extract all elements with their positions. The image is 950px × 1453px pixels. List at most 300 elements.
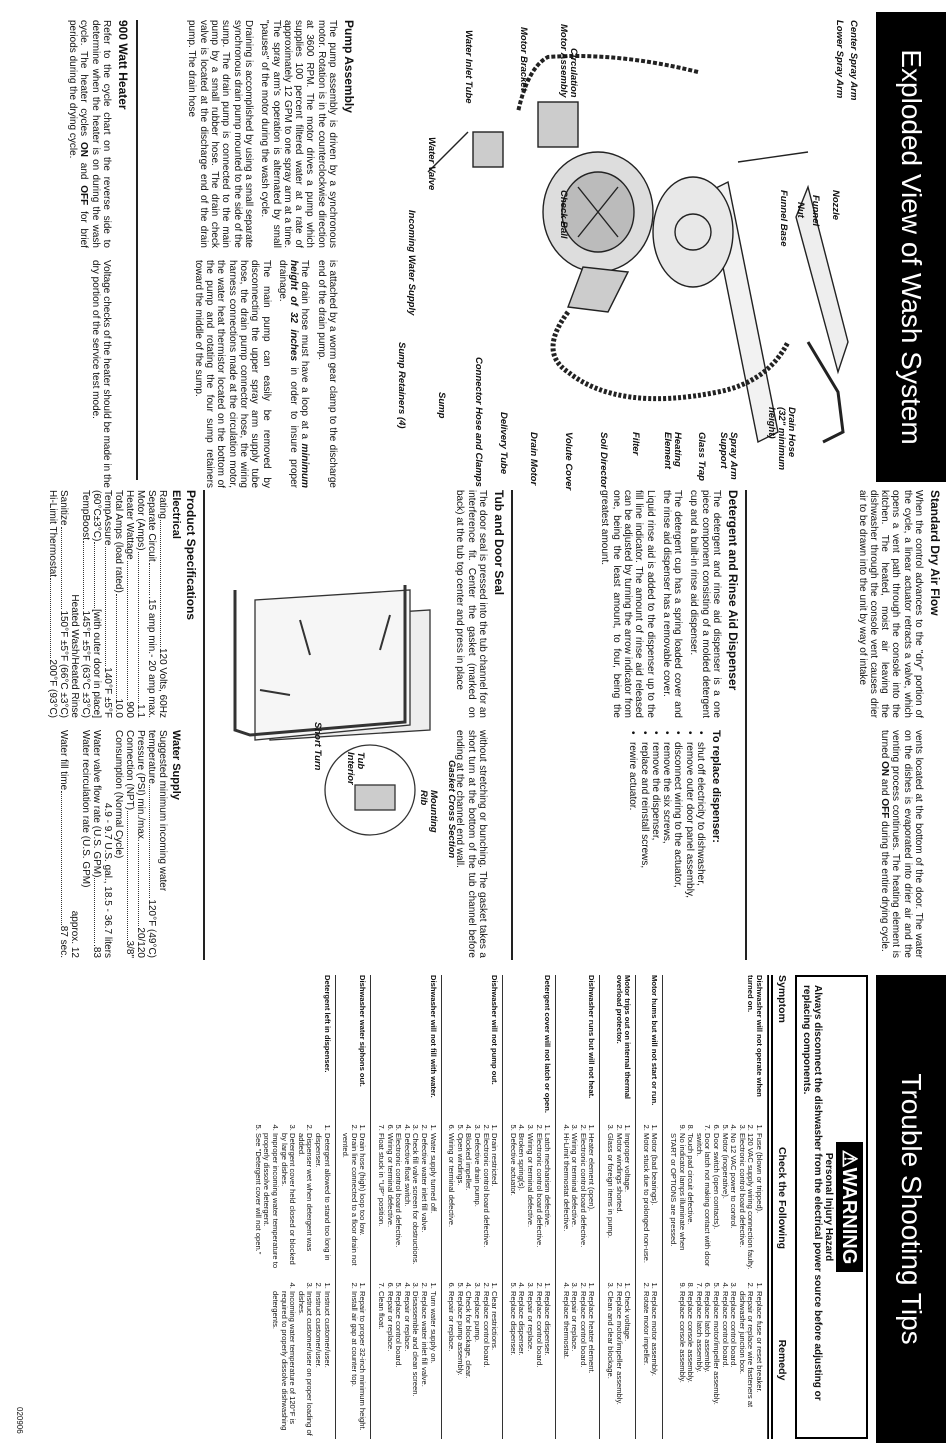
spec-label: Motor (Amps) <box>135 490 146 551</box>
header-check: Check the Following <box>776 1146 788 1250</box>
warning-triangle-icon: ⚠ <box>838 1149 860 1168</box>
dot-leader <box>127 811 135 940</box>
label-connector-hose: Connector Hose and Clamps <box>473 357 484 487</box>
list-item: 1. Drain hose (high) loop too low. <box>358 1133 367 1273</box>
list-item: 6. Wiring or terminal defective. <box>447 1133 456 1273</box>
label-heating-element: Heating Element <box>662 432 683 469</box>
dry-air-flow-heading: Standard Dry Air Flow <box>928 490 942 616</box>
list-item: 1. Replace motor assembly. <box>650 1291 659 1439</box>
list-item: 3. Repair or replace. <box>525 1291 534 1439</box>
label-lower-spray-arm: Lower Spray Arm <box>834 20 845 99</box>
label-sump-retainers: Sump Retainers (4) <box>396 342 407 429</box>
label-check-ball: Check Ball <box>558 190 569 239</box>
spec-label: Water recirculation rate (U.S. GPM) <box>80 730 91 888</box>
spec-label: Consumption (Normal Cycle) <box>113 730 124 859</box>
list-item: 2. Motor stuck due to prolonged non-use. <box>641 1133 650 1273</box>
list-item: 5. Replace motor/impeller assembly. <box>711 1291 720 1439</box>
list-item: 1. Fuse (blown or tripped). <box>754 1133 763 1273</box>
header-divider <box>768 975 773 1439</box>
remedy-list <box>606 1281 632 1439</box>
spec-value: [with outer door in place] <box>91 609 102 718</box>
table-row <box>556 975 600 1439</box>
spec-label: Suggested minimum incoming water <box>157 730 168 892</box>
list-item: 5. Replace dispenser. <box>508 1291 517 1439</box>
spec-row <box>113 490 124 718</box>
detergent-paragraph: The detergent and rinse aid dispenser is a one piece component consisting of a molded detergent cup and a built-in rinse aid dispenser. <box>688 490 722 718</box>
list-item: 1. Turn water supply on. <box>428 1291 437 1439</box>
spec-row <box>157 490 168 718</box>
gasket-figure <box>220 490 457 960</box>
spec-label: Rating <box>157 490 168 519</box>
label-volute-cover: Volute Cover <box>563 432 574 491</box>
list-item: 2. Install air gap at counter top. <box>349 1291 358 1439</box>
detergent-paragraph: Liquid rinse aid is added to the dispenser up to the fill line indicator. The amount of rinse aid released can be adjusted by turning the arrow indicator from one, being the least amount, to four, being the greatest amount. <box>599 490 656 718</box>
symptom-cell: Dishwasher will not operate when turned on. <box>746 975 764 1097</box>
table-row <box>248 975 335 1439</box>
spec-row <box>113 730 124 958</box>
pump-paragraph: The pump assembly is driven by a synchronous motor. Rotation is in the counterclockwise direction at 3600 RPM. The motor drives a pump which supplies 100 percent filtered water at a rate of approximately 12 GPM to one spray arm at a time. The spray arm's operation is alternated by small "pauses" of the motor during the wash cycle. <box>259 20 338 248</box>
remedy-list <box>271 1281 331 1439</box>
list-item: • remove the six screws, <box>661 742 672 958</box>
list-item: 2. Electronic control board defective. <box>578 1133 587 1273</box>
divider <box>136 20 138 480</box>
list-item: • rewire actuator. <box>627 742 638 958</box>
detergent-col-1 <box>594 490 722 718</box>
dot-leader <box>61 527 69 610</box>
spec-label: (60°C±3°C) <box>91 490 102 542</box>
spec-value: 140°F ±5°F <box>102 667 113 718</box>
spec-row <box>47 490 58 718</box>
remedy-cell <box>447 1281 499 1439</box>
dot-leader <box>138 843 146 927</box>
table-row <box>503 975 556 1439</box>
list-item: 3. Defective drain pump. <box>472 1133 481 1273</box>
list-item: 4. Replace thermostat. <box>561 1291 570 1439</box>
list-item: 2. Rotate motor impeller. <box>641 1291 650 1439</box>
spec-row <box>124 730 135 958</box>
pump-paragraph: The drain hose must have a loop at a minimum height of 32 inches in order to insure proper drainage. <box>276 260 311 488</box>
label-motor-bracket: Motor Bracket <box>518 27 529 91</box>
list-item: 2. Defective water inlet fill valve. <box>419 1133 428 1273</box>
list-item: 1. Clear restrictions. <box>490 1291 499 1439</box>
list-item: 1. Replace fuse or reset breaker. <box>754 1291 763 1439</box>
list-item: 3. Wiring or terminal defective. <box>525 1133 534 1273</box>
dot-leader <box>160 520 168 647</box>
tub-paragraph: The door seal is pressed into the tub channel for an interference fit. Center the gasket (marked on back) at the tub top center and press in place <box>454 490 488 718</box>
label-incoming-water-supply: Incoming Water Supply <box>406 210 417 316</box>
spec-value: Heated Wash/Heated Rinse <box>69 594 80 718</box>
list-item: 3. Wiring or terminal defective. <box>570 1133 579 1273</box>
table-row <box>663 975 768 1439</box>
check-cell <box>606 1123 632 1281</box>
dot-leader <box>83 541 91 609</box>
spec-value: .83 <box>91 944 102 958</box>
detergent-section <box>599 490 740 960</box>
list-item: 2. Instruct customer/user. <box>313 1291 322 1439</box>
remedy-list <box>641 1281 658 1439</box>
list-item: 7. Door latch not making contact with door switch. <box>694 1133 711 1273</box>
label-filter: Filter <box>630 432 641 456</box>
list-item: 4. Blocked impeller. <box>464 1133 473 1273</box>
remedy-cell <box>606 1281 632 1439</box>
replace-dispenser-heading: To replace dispenser: <box>710 730 722 843</box>
remedy-cell <box>561 1281 595 1439</box>
list-item: 4. Replace dispenser. <box>517 1291 526 1439</box>
spec-value: .15 amp min.- 20 amp max. <box>146 596 157 718</box>
list-item: 6. Door switch (open contacts). <box>711 1133 720 1273</box>
list-item: 7. Replace latch assembly. <box>694 1291 703 1439</box>
list-item: 5. Open windings. <box>455 1133 464 1273</box>
warning-box <box>795 975 868 1439</box>
list-item: 6. Repair or replace. <box>385 1291 394 1439</box>
column-specs <box>0 490 950 960</box>
hazard-title: Personal Injury Hazard <box>823 1152 834 1262</box>
list-item: 3. Glass or foreign items in pump. <box>606 1133 615 1273</box>
table-row <box>601 975 637 1439</box>
table-row <box>636 975 663 1439</box>
list-item: 1. Detergent allowed to stand too long in dispenser. <box>313 1133 330 1273</box>
list-item: 4. Check for blockage, clear. <box>464 1291 473 1439</box>
check-cell <box>668 1123 763 1281</box>
remedy-list <box>677 1281 763 1439</box>
check-list <box>508 1123 551 1273</box>
check-cell <box>561 1123 595 1281</box>
heater-col-2 <box>84 260 112 488</box>
remedy-list <box>508 1281 551 1439</box>
divider <box>745 490 747 960</box>
label-spray-arm-support: Spray Arm Support <box>718 432 739 480</box>
list-item: 2. Repair or replace wire fasteners at dishwasher junction box. <box>737 1291 754 1439</box>
spec-value: 4.9 - 9.7 U.S. gal., 18.5 - 36.7 liters <box>102 802 113 958</box>
list-item: 2. Replace control board. <box>578 1291 587 1439</box>
label-glass-trap: Glass Trap <box>696 432 707 481</box>
list-item: 1. Improper voltage. <box>623 1133 632 1273</box>
troubleshooting-table <box>248 975 792 1439</box>
tub-door-seal-heading: Tub and Door Seal <box>492 490 506 596</box>
table-row <box>336 975 372 1439</box>
check-cell <box>253 1123 330 1281</box>
label-tub-interior: Tub Interior <box>345 752 366 785</box>
remedy-cell <box>668 1281 763 1439</box>
list-item: 8. Replace console assembly. <box>686 1291 695 1439</box>
list-item: 4. Hi-Limit thermostat defective. <box>561 1133 570 1273</box>
remedy-cell <box>641 1281 658 1439</box>
list-item: 3. Electronic control board defective. <box>737 1133 746 1273</box>
pump-col-1 <box>181 20 338 248</box>
spec-label: Separate Circuit <box>146 490 157 562</box>
replace-steps-list <box>627 730 706 958</box>
spec-value: 120°F (49°C) <box>146 899 157 958</box>
list-item: • remove outer door panel assembly, <box>683 742 694 958</box>
dot-leader <box>138 552 146 704</box>
list-item: 8. Touch pad circuit defective. <box>686 1133 695 1273</box>
list-item: 4. Improper incoming water temperature to properly dissolve detergent. <box>262 1133 279 1273</box>
heater-section <box>67 20 130 488</box>
warning-text: Always disconnect the dishwasher from the electrical power source before adjusting or replacing components. <box>801 985 823 1401</box>
pump-assembly-section <box>186 20 356 488</box>
spec-row <box>58 490 69 718</box>
list-item: 2. Dispenser wet when detergent was added. <box>296 1133 313 1273</box>
spec-label: Heater Wattage <box>124 490 135 560</box>
spec-value: 145°F ±5°F (63°C ±3°C) <box>80 610 91 718</box>
header-symptom: Symptom <box>776 975 788 1023</box>
list-item: 2. Drain line connected to a floor drain not vented. <box>341 1133 358 1273</box>
label-nozzle: Nozzle <box>830 190 841 221</box>
dot-leader <box>105 547 113 667</box>
list-item: 4. Broken spring(s). <box>517 1133 526 1273</box>
dot-leader <box>61 791 69 925</box>
check-list <box>606 1123 632 1273</box>
spec-row <box>80 490 91 718</box>
list-item: 2. Electronic control board defective. <box>481 1133 490 1273</box>
heater-heading: 900 Watt Heater <box>116 20 130 110</box>
heater-col-1 <box>62 20 112 248</box>
check-cell <box>341 1123 367 1281</box>
label-water-inlet-tube: Water Inlet Tube <box>463 30 474 104</box>
symptom-cell: Detergent cover will not latch or open. <box>543 975 553 1113</box>
list-item: 1. Motor (bad bearings). <box>650 1133 659 1273</box>
check-list <box>376 1123 436 1273</box>
spec-row <box>146 730 157 958</box>
list-item: 1. Replace heater element. <box>587 1291 596 1439</box>
list-item: 2. Motor windings shorted. <box>614 1133 623 1273</box>
spec-value: approx. 12 <box>69 910 80 958</box>
list-item: 1. Drain restricted. <box>490 1133 499 1273</box>
tub-col-1 <box>449 490 488 718</box>
spec-row <box>124 490 135 718</box>
dot-leader <box>94 542 102 608</box>
pump-col-2 <box>187 260 338 488</box>
list-item: 6. Replace latch assembly. <box>703 1291 712 1439</box>
list-item: 3. Clean and clear blockage. <box>606 1291 615 1439</box>
check-list <box>341 1123 367 1273</box>
label-drain-motor: Drain Motor <box>528 432 539 486</box>
check-list <box>447 1123 499 1273</box>
dot-leader <box>116 594 124 698</box>
check-cell <box>508 1123 551 1281</box>
check-cell <box>376 1123 436 1281</box>
list-item: • replace and reinstall screws, <box>638 742 649 958</box>
detergent-heading: Detergent and Rinse Aid Dispenser <box>726 490 740 691</box>
spec-row <box>91 490 102 718</box>
dot-leader <box>149 563 157 596</box>
check-cell <box>641 1123 658 1281</box>
spec-value: 87 sec. <box>58 925 69 958</box>
dot-leader <box>50 578 58 658</box>
list-item: 3. Disassemble and clean screen. <box>411 1291 420 1439</box>
header-remedy: Remedy <box>776 1339 788 1381</box>
pump-paragraph: Draining is accomplished by using a small separate synchronous drain pump mounted to the side of the sump. The drain pump is connected to the main pump by a small rubber hose. The drain check valve is located at the discharge end of the drain pump. The drain hose <box>186 20 254 248</box>
column-exploded-view <box>0 12 950 491</box>
troubleshooting-title: Trouble Shooting Tips <box>876 975 946 1443</box>
spec-row <box>69 730 80 958</box>
label-center-spray-arm: Center Spray Arm <box>848 20 859 101</box>
symptom-cell: Motor hums but will not start or run. <box>650 975 660 1106</box>
list-item: 4. Defective float switch. <box>402 1133 411 1273</box>
symptom-cell: Dishwasher will not fill with water. <box>428 975 438 1098</box>
check-cell <box>447 1123 499 1281</box>
spec-row <box>102 730 113 958</box>
list-item: 6. Repair or replace. <box>447 1291 456 1439</box>
spec-value: 1.1 <box>135 704 146 718</box>
spec-row <box>58 730 69 958</box>
label-funnel-base: Funnel Base <box>778 190 789 247</box>
gasket-illustration <box>220 490 450 960</box>
spec-value: 150°F ±5°F (66°C ±3°C) <box>58 610 69 718</box>
list-item: 5. Replace pump assembly. <box>455 1291 464 1439</box>
spec-row <box>135 730 146 958</box>
list-item: 1. Water supply turned off. <box>428 1133 437 1273</box>
label-mounting-rib: Mounting Rib <box>418 790 439 833</box>
dry-col-2 <box>874 730 924 958</box>
list-item: 5. Replace control board. <box>394 1291 403 1439</box>
list-item: 5. Defective actuator. <box>508 1133 517 1273</box>
list-item: 2. Electronic control board defective. <box>534 1133 543 1273</box>
list-item: 9. No indicator lamps illuminate when START or OPTIONS are pressed. <box>668 1133 685 1273</box>
list-item: 5. Motor (inoperative). <box>720 1133 729 1273</box>
symptom-cell: Dishwasher will not pump out. <box>490 975 500 1085</box>
list-item: 1. Repair to proper 32-inch minimum height. <box>358 1291 367 1439</box>
remedy-list <box>376 1281 436 1439</box>
list-item: 1. Replace dispenser. <box>543 1291 552 1439</box>
spec-label: Water valve flow rate (U.S. GPM) <box>91 730 102 878</box>
water-supply-specs <box>58 730 182 958</box>
remedy-list <box>349 1281 366 1439</box>
label-funnel: Funnel <box>810 195 821 227</box>
list-item: 3. Repair or replace. <box>570 1291 579 1439</box>
check-list <box>668 1123 763 1273</box>
column-troubleshooting <box>0 975 950 1443</box>
table-header <box>773 975 792 1439</box>
pump-paragraph: The main pump can easily be removed by disconnecting the upper spray arm supply tube hose, the drain pump connector hose, the wiring harness connections made at the circulation motor, the water heat thermistor located on the bottom of the pump and rotating the four sump retainers toward the middle of the sump. <box>192 260 272 488</box>
spec-label: Connection (NPT) <box>124 730 135 811</box>
dot-leader <box>149 785 157 899</box>
check-list <box>253 1123 330 1273</box>
spec-value: 200°F (93°C) <box>47 659 58 718</box>
check-list <box>561 1123 595 1273</box>
spec-value: 10.0 <box>113 698 124 718</box>
list-item: 6. Wiring or terminal defective. <box>385 1133 394 1273</box>
list-item: 9. Replace console assembly. <box>677 1291 686 1439</box>
list-item: 4. Replace control board. <box>720 1291 729 1439</box>
dot-leader <box>127 561 135 701</box>
detergent-paragraph: The detergent cup has a spring loaded cover and the rinse aid dispenser has a removable cover. <box>660 490 684 718</box>
warning-badge <box>836 1142 863 1273</box>
remedy-cell <box>508 1281 551 1439</box>
dry-paragraph: When the control advances to the "dry" portion of the cycle, a linear actuator retracts a valve, which opens a vent path through the console into the kitchen. The heated, moist air leaving the dishwasher through the console vent causes drier air to be drawn into the unit by way of intake <box>856 490 924 718</box>
check-list <box>641 1123 658 1273</box>
spec-label: TempBoost <box>80 490 91 541</box>
spec-label: temperature <box>146 730 157 784</box>
spec-label: Pressure (PSI) min./max. <box>135 730 146 842</box>
spec-value: 3/8" <box>124 940 135 958</box>
list-item: 2. Replace motor/impeller assembly. <box>614 1291 623 1439</box>
divider <box>203 490 205 960</box>
label-circulation-motor-assembly: Circulation Motor Assembly <box>558 24 579 98</box>
list-item: 3. Replace control board. <box>729 1291 738 1439</box>
heater-paragraph: Refer to the cycle chart on the reverse side to determine when the heater is on during the wash cycle. The heater cycles ON and OFF for brief periods during the drying cycle. <box>67 20 112 248</box>
water-supply-heading: Water Supply <box>170 730 182 800</box>
electrical-heading: Electrical <box>170 490 182 539</box>
label-nut: Nut <box>795 202 806 218</box>
spec-row <box>135 490 146 718</box>
product-specifications-section <box>47 490 198 960</box>
spec-row <box>91 730 102 958</box>
label-gasket-cross-section: Gasket Cross Section <box>446 760 457 859</box>
divider <box>511 490 513 960</box>
remedy-list <box>561 1281 595 1439</box>
list-item: 4. Repair or replace. <box>402 1291 411 1439</box>
list-item: 1. Latch mechanism defective. <box>543 1133 552 1273</box>
list-item: 3. Detergent cover held closed or blocked by large dishes. <box>279 1133 296 1273</box>
pump-assembly-heading: Pump Assembly <box>342 20 356 113</box>
list-item: 3. Replace pump. <box>472 1291 481 1439</box>
label-short-turn: Short Turn <box>312 722 323 771</box>
list-item: 1. Heater element (open). <box>587 1133 596 1273</box>
label-delivery-tube: Delivery Tube <box>498 412 509 475</box>
dry-paragraph: vents located at the bottom of the door. The water on the dishes is evaporated into drier air and the venting process continues. The heating element is turned ON and OFF during the entire drying cycle. <box>879 730 924 958</box>
table-row <box>371 975 441 1439</box>
spec-label: Hi-Limit Thermostat <box>47 490 58 578</box>
spec-label: Total Amps (load rated) <box>113 490 124 593</box>
spec-value: 900 <box>124 701 135 718</box>
list-item: • shut off electricity to dishwasher, <box>695 742 706 958</box>
list-item: 7. Float stuck in "UP" position. <box>376 1133 385 1273</box>
dry-col-1 <box>851 490 924 718</box>
label-water-valve: Water Valve <box>426 137 437 191</box>
tub-door-seal-section <box>454 490 506 960</box>
remedy-cell <box>253 1281 330 1439</box>
label-soil-director: Soil Director <box>598 432 609 489</box>
label-drain-hose: Drain Hose (32" minimum height) <box>766 407 797 471</box>
exploded-diagram <box>378 12 868 491</box>
spec-label: TempAssure <box>102 490 113 546</box>
remedy-cell <box>341 1281 367 1439</box>
symptom-cell: Detergent left in dispenser. <box>322 975 332 1073</box>
warning-label: WARNING <box>838 1167 860 1265</box>
list-item: 5. See "Detergent cover will not open." <box>253 1133 262 1273</box>
symptom-cell: Dishwasher runs but will not heat. <box>587 975 597 1099</box>
spec-label: Water fill time <box>58 730 69 791</box>
spec-row <box>69 490 80 718</box>
dot-leader <box>94 878 102 943</box>
list-item: 1. Instruct customer/user. <box>322 1291 331 1439</box>
heater-paragraph: Voltage checks of the heater should be made in the dry portion of the service test mode. <box>89 260 112 488</box>
list-item: 5. Electronic control board defective. <box>394 1133 403 1273</box>
list-item: 4. No 12 VAC power to control. <box>729 1133 738 1273</box>
remedy-cell <box>376 1281 436 1439</box>
tub-paragraph: without stretching or bunching. The gasket takes a short turn at the bottom of the tub channel before ending at the channel end wall. <box>454 730 488 958</box>
spec-value: 20/120 <box>135 927 146 958</box>
spec-row <box>102 490 113 718</box>
spec-row <box>146 490 157 718</box>
document-code: 020906 <box>15 1407 24 1434</box>
table-row <box>442 975 504 1439</box>
list-item: 4. Incoming water temperature of 120°F is required to properly dissolve dishwashing detergents. <box>271 1291 297 1439</box>
detergent-col-2 <box>627 730 722 958</box>
list-item: 2. Replace control board. <box>534 1291 543 1439</box>
dry-air-flow-section <box>856 490 942 960</box>
electrical-specs <box>47 490 182 718</box>
symptom-cell: Dishwasher water siphons out. <box>358 975 368 1087</box>
spec-label: Sanitize <box>58 490 69 526</box>
remedy-list <box>447 1281 499 1439</box>
list-item: • disconnect wiring to the actuator, <box>672 742 683 958</box>
list-item: • remove the dispenser, <box>650 742 661 958</box>
list-item: 7. Clean float. <box>376 1291 385 1439</box>
list-item: 3. Check fill valve screen for obstructions. <box>411 1133 420 1273</box>
product-specifications-heading: Product Specifications <box>184 490 198 621</box>
